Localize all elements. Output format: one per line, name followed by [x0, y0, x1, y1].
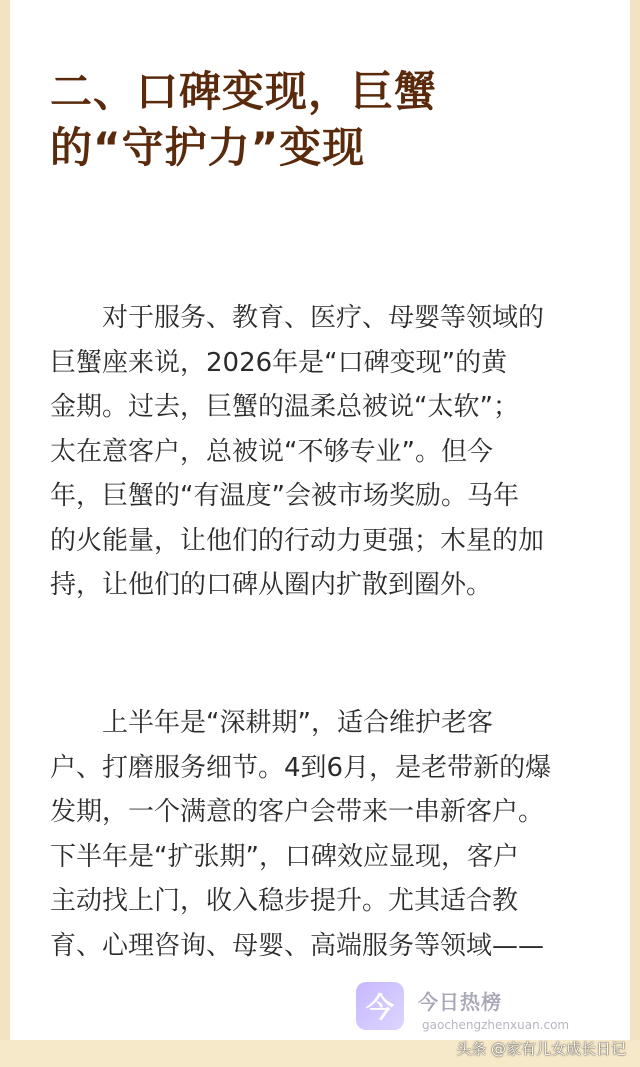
- title-line-2: 的“守护力”变现: [50, 123, 366, 172]
- left-decor-bar: [0, 0, 10, 1040]
- paragraph-line: 户、打磨服务细节。4到6月，是老带新的爆: [50, 752, 552, 783]
- paragraph-line: 持，让他们的口碑从圈内扩散到圈外。: [50, 570, 493, 600]
- right-decor-bar: [630, 0, 640, 1040]
- paragraph-line: 发期，一个满意的客户会带来一串新客户。: [50, 797, 545, 827]
- paragraph-line: 下半年是“扩张期”，口碑效应显现，客户: [50, 841, 519, 872]
- paragraph-2: [50, 701, 595, 968]
- paragraph-line: 主动找上门，收入稳步提升。尤其适合教: [50, 886, 519, 916]
- title-line-1: 二、口碑变现，巨蟹: [50, 67, 438, 116]
- paragraph-line: 育、心理咨询、母婴、高端服务等领域——: [50, 930, 545, 961]
- paragraph-line: 上半年是“深耕期”，适合维护老客: [102, 708, 493, 738]
- author-credit: 头条 @家有儿女成长日记: [456, 1040, 626, 1058]
- paragraph-line: 的火能量，让他们的行动力更强；木星的加: [50, 525, 545, 556]
- section-title: [50, 64, 610, 176]
- paragraph-line: 金期。过去，巨蟹的温柔总被说“太软”；: [50, 392, 519, 422]
- watermark: [356, 982, 626, 1038]
- paragraph-1: [50, 296, 595, 608]
- paragraph-line: 巨蟹座来说，2026年是“口碑变现”的黄: [50, 347, 508, 378]
- watermark-logo-icon: 今: [356, 982, 404, 1030]
- paragraph-line: 对于服务、教育、医疗、母婴等领域的: [102, 303, 545, 333]
- watermark-url: gaochengzhenxuan.com: [422, 1018, 570, 1032]
- paragraph-line: 年，巨蟹的“有温度”会被市场奖励。马年: [50, 481, 519, 511]
- paragraph-line: 太在意客户，总被说“不够专业”。但今: [50, 436, 493, 467]
- watermark-name: 今日热榜: [418, 990, 502, 1014]
